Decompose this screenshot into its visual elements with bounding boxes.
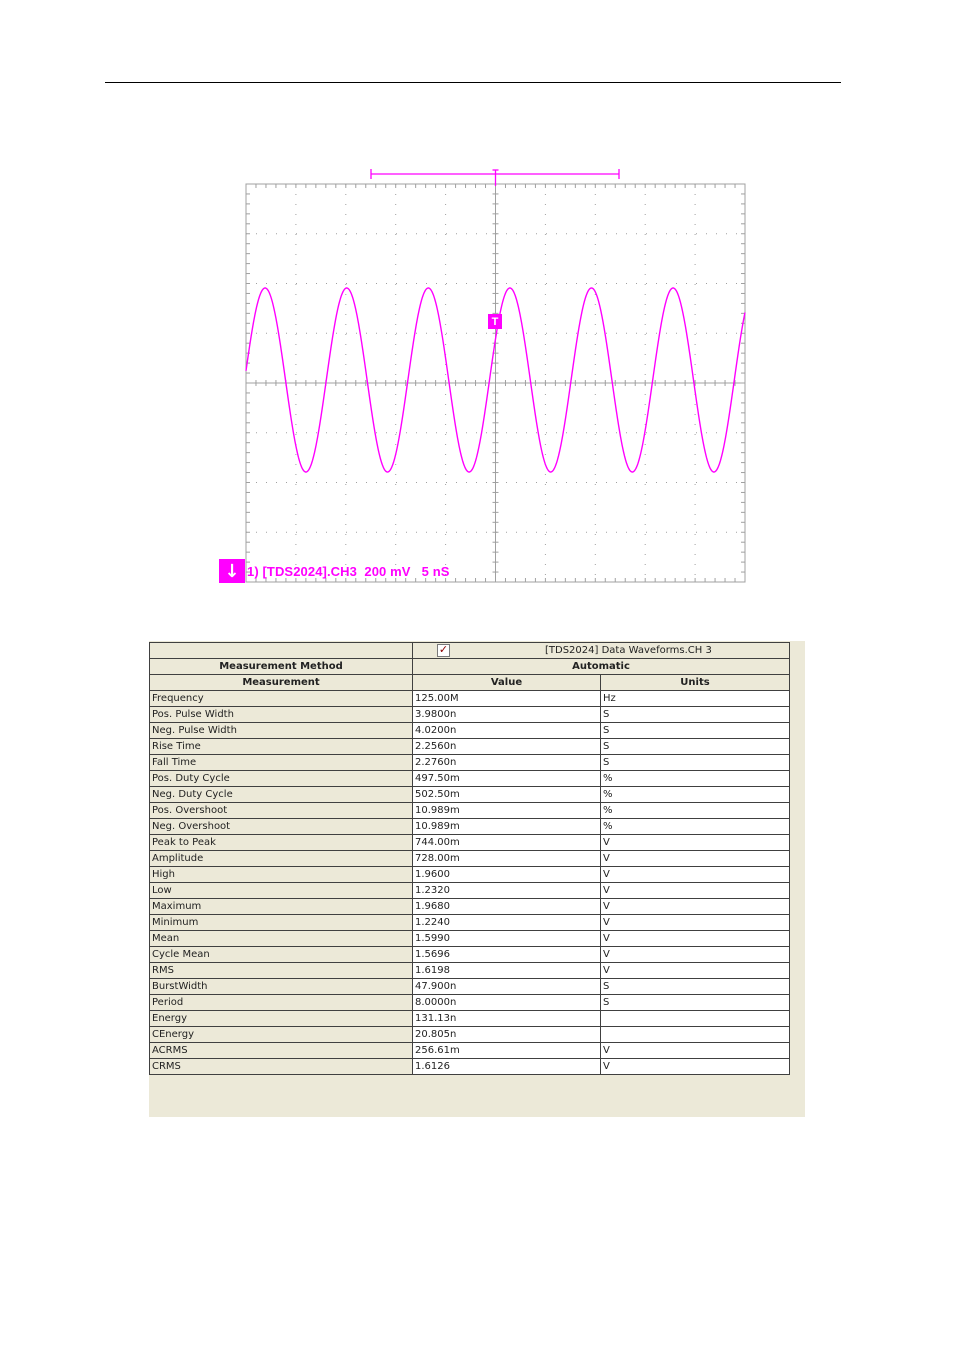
measurement-units-cell: V: [601, 931, 790, 947]
measurement-name-cell: Peak to Peak: [150, 835, 413, 851]
table-row: [150, 1043, 790, 1059]
measurement-value-cell: 1.5696: [413, 947, 601, 963]
measurement-name-cell: Pos. Pulse Width: [150, 707, 413, 723]
measurement-value-cell: 131.13n: [413, 1011, 601, 1027]
page-header-rule: [105, 82, 841, 83]
measurement-name-cell: Neg. Duty Cycle: [150, 787, 413, 803]
measurement-units-cell: S: [601, 739, 790, 755]
measurement-units-cell: [601, 1027, 790, 1043]
measurement-units-cell: Hz: [601, 691, 790, 707]
measurement-table: [149, 642, 790, 1075]
measurement-value-cell: 2.2560n: [413, 739, 601, 755]
measurement-value-cell: 4.0200n: [413, 723, 601, 739]
measurement-value-cell: 125.00M: [413, 691, 601, 707]
measurement-units-cell: V: [601, 947, 790, 963]
measurement-units-cell: S: [601, 723, 790, 739]
measurement-name-cell: Amplitude: [150, 851, 413, 867]
table-row: [150, 723, 790, 739]
measurement-value-cell: 10.989m: [413, 819, 601, 835]
measurement-units-cell: S: [601, 995, 790, 1011]
measurement-value-cell: 3.9800n: [413, 707, 601, 723]
table-row: [150, 883, 790, 899]
measurement-value-cell: 10.989m: [413, 803, 601, 819]
measurement-name-cell: CEnergy: [150, 1027, 413, 1043]
measurement-name-cell: Cycle Mean: [150, 947, 413, 963]
measurement-units-cell: S: [601, 707, 790, 723]
table-row: [150, 691, 790, 707]
measurement-name-cell: Neg. Pulse Width: [150, 723, 413, 739]
measurement-name-cell: Rise Time: [150, 739, 413, 755]
source-title: [TDS2024] Data Waveforms.CH 3: [545, 645, 712, 656]
table-row: [150, 867, 790, 883]
table-row: [150, 771, 790, 787]
measurement-name-cell: High: [150, 867, 413, 883]
measurement-value-cell: 256.61m: [413, 1043, 601, 1059]
measurement-value-cell: 728.00m: [413, 851, 601, 867]
table-row: [150, 1011, 790, 1027]
measurement-units-cell: V: [601, 1059, 790, 1075]
measurement-name-cell: Maximum: [150, 899, 413, 915]
measurement-value-cell: 744.00m: [413, 835, 601, 851]
measurement-name-cell: Minimum: [150, 915, 413, 931]
measurement-name-cell: ACRMS: [150, 1043, 413, 1059]
units-column-header: Units: [601, 675, 790, 691]
table-row: [150, 995, 790, 1011]
measurement-value-cell: 1.9680: [413, 899, 601, 915]
measurement-column-header: Measurement: [150, 675, 413, 691]
measurement-name-cell: Pos. Overshoot: [150, 803, 413, 819]
source-row: [150, 643, 790, 659]
table-row: [150, 931, 790, 947]
table-row: [150, 1059, 790, 1075]
channel-label: [219, 559, 450, 583]
measurement-name-cell: Mean: [150, 931, 413, 947]
channel-settings-text: 1) [TDS2024].CH3 200 mV 5 nS: [247, 563, 450, 579]
down-arrow-icon: ↓: [219, 559, 245, 583]
measurement-name-cell: Frequency: [150, 691, 413, 707]
measurement-units-cell: %: [601, 803, 790, 819]
measurement-value-cell: 2.2760n: [413, 755, 601, 771]
measurement-units-cell: S: [601, 755, 790, 771]
measurement-name-cell: Fall Time: [150, 755, 413, 771]
measurement-name-cell: Period: [150, 995, 413, 1011]
table-row: [150, 1027, 790, 1043]
measurement-name-cell: Energy: [150, 1011, 413, 1027]
measurement-value-cell: 1.6126: [413, 1059, 601, 1075]
table-row: [150, 755, 790, 771]
table-row: [150, 707, 790, 723]
method-label: Measurement Method: [150, 659, 413, 675]
measurement-value-cell: 1.2240: [413, 915, 601, 931]
measurement-units-cell: [601, 1011, 790, 1027]
measurement-name-cell: Pos. Duty Cycle: [150, 771, 413, 787]
table-row: [150, 739, 790, 755]
measurement-units-cell: V: [601, 1043, 790, 1059]
measurement-value-cell: 497.50m: [413, 771, 601, 787]
oscilloscope-screen: [205, 140, 755, 588]
table-row: [150, 803, 790, 819]
measurement-units-cell: V: [601, 851, 790, 867]
measurement-name-cell: RMS: [150, 963, 413, 979]
measurement-value-cell: 1.2320: [413, 883, 601, 899]
table-row: [150, 851, 790, 867]
measurement-value-cell: 8.0000n: [413, 995, 601, 1011]
value-column-header: Value: [413, 675, 601, 691]
checkmark-icon[interactable]: ✓: [438, 642, 449, 656]
measurement-name-cell: BurstWidth: [150, 979, 413, 995]
measurement-units-cell: %: [601, 819, 790, 835]
column-header-row: [150, 675, 790, 691]
measurement-value-cell: 1.9600: [413, 867, 601, 883]
source-header-cell: [413, 643, 790, 659]
measurement-units-cell: %: [601, 787, 790, 803]
measurement-value-cell: 1.6198: [413, 963, 601, 979]
trigger-marker: T: [488, 314, 502, 329]
table-row: [150, 899, 790, 915]
measurement-units-cell: V: [601, 883, 790, 899]
table-row: [150, 819, 790, 835]
measurement-name-cell: Low: [150, 883, 413, 899]
measurement-units-cell: S: [601, 979, 790, 995]
measurement-units-cell: V: [601, 899, 790, 915]
method-row: [150, 659, 790, 675]
table-row: [150, 915, 790, 931]
waveform-graticule: [205, 140, 755, 588]
measurement-units-cell: V: [601, 835, 790, 851]
blank-header-cell: [150, 643, 413, 659]
method-value: Automatic: [413, 659, 790, 675]
table-row: [150, 963, 790, 979]
measurement-name-cell: Neg. Overshoot: [150, 819, 413, 835]
measurement-name-cell: CRMS: [150, 1059, 413, 1075]
measurement-units-cell: %: [601, 771, 790, 787]
table-row: [150, 835, 790, 851]
measurement-units-cell: V: [601, 867, 790, 883]
measurement-units-cell: V: [601, 915, 790, 931]
measurement-value-cell: 1.5990: [413, 931, 601, 947]
measurement-value-cell: 20.805n: [413, 1027, 601, 1043]
measurement-units-cell: V: [601, 963, 790, 979]
measurement-value-cell: 502.50m: [413, 787, 601, 803]
measurement-panel: [149, 641, 805, 1117]
measurement-value-cell: 47.900n: [413, 979, 601, 995]
table-row: [150, 979, 790, 995]
table-row: [150, 947, 790, 963]
table-row: [150, 787, 790, 803]
